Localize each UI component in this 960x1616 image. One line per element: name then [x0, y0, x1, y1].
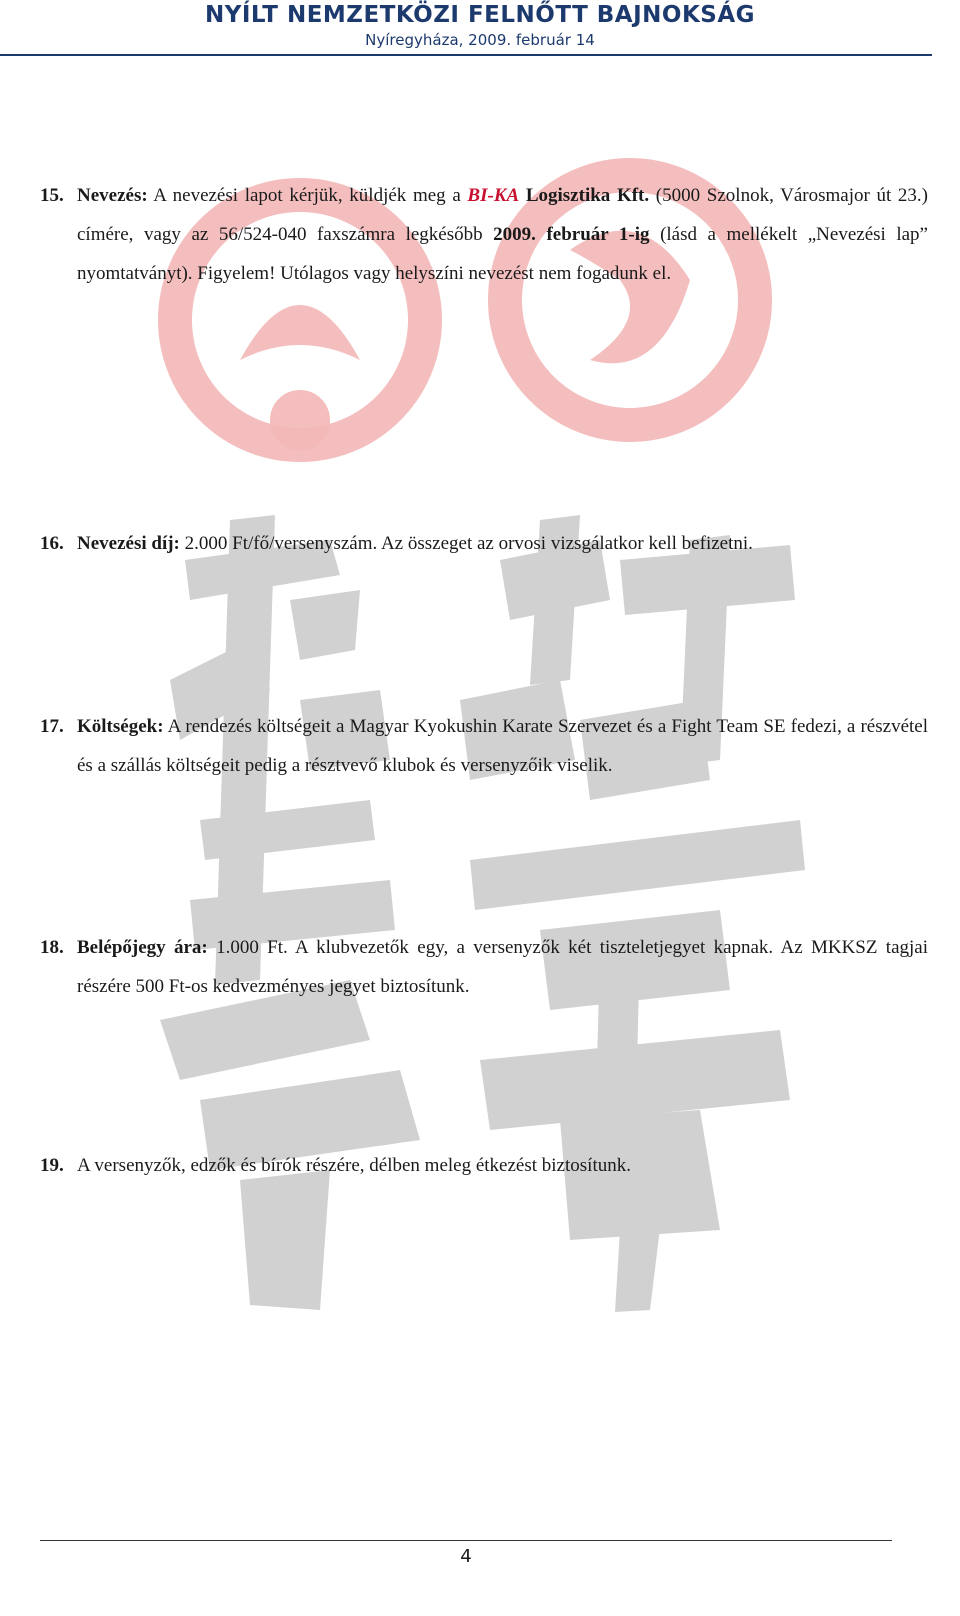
section-number: 17.: [40, 716, 64, 737]
section-body: [40, 928, 928, 1006]
section-number: 15.: [40, 185, 64, 206]
section-text: (5000 Szolnok, Városmajor út 23.) címére, vagy az 56/524-040 faxszámra legkésőbb: [77, 185, 929, 245]
header-subtitle: Nyíregyháza, 2009. február 14: [365, 31, 595, 49]
header-title: NYÍLT NEMZETKÖZI FELNŐTT BAJNOKSÁG: [204, 2, 756, 28]
section-19: [40, 1146, 928, 1185]
deadline-date: 2009. február 1-ig: [493, 224, 650, 245]
footer-divider: [40, 1540, 892, 1541]
section-body: [40, 176, 928, 293]
section-number: 18.: [40, 937, 64, 958]
section-heading: Nevezés:: [77, 185, 148, 206]
section-15: [40, 176, 928, 293]
section-16: [40, 524, 928, 563]
company-name-highlight: BI-KA: [467, 185, 520, 206]
section-text: 1.000 Ft. A klubvezetők egy, a versenyzők két tiszteletjegyet kapnak. Az MKKSZ tagjai részére 500 Ft-os kedvezményes jegyet biztosítunk.: [77, 937, 929, 997]
section-text: A rendezés költségeit a Magyar Kyokushin Karate Szervezet és a Fight Team SE fedezi, a részvétel és a szállás költségeit pedig a résztvevő klubok és versenyzőik viselik.: [77, 716, 928, 776]
section-text: (lásd a mellékelt „Nevezési lap” nyomtatványt). Figyelem! Utólagos vagy helyszíni nevezést nem fogadunk el.: [77, 224, 928, 284]
section-text: A versenyzők, edzők és bírók részére, délben meleg étkezést biztosítunk.: [77, 1155, 631, 1176]
section-text: A nevezési lapot kérjük, küldjék meg a: [147, 185, 468, 206]
section-body: [40, 1146, 928, 1185]
section-heading: Költségek:: [77, 716, 164, 737]
section-body: [40, 524, 928, 563]
section-heading: Nevezési díj:: [77, 533, 180, 554]
section-body: [40, 707, 928, 785]
section-17: [40, 707, 928, 785]
section-heading: Belépőjegy ára:: [77, 937, 208, 958]
company-name-rest: Logisztika Kft.: [519, 185, 650, 206]
section-number: 16.: [40, 533, 64, 554]
section-18: [40, 928, 928, 1006]
header-divider: [0, 54, 932, 56]
section-number: 19.: [40, 1155, 64, 1176]
section-text: 2.000 Ft/fő/versenyszám. Az összeget az orvosi vizsgálatkor kell befizetni.: [179, 533, 753, 554]
page-number: 4: [460, 1546, 472, 1567]
